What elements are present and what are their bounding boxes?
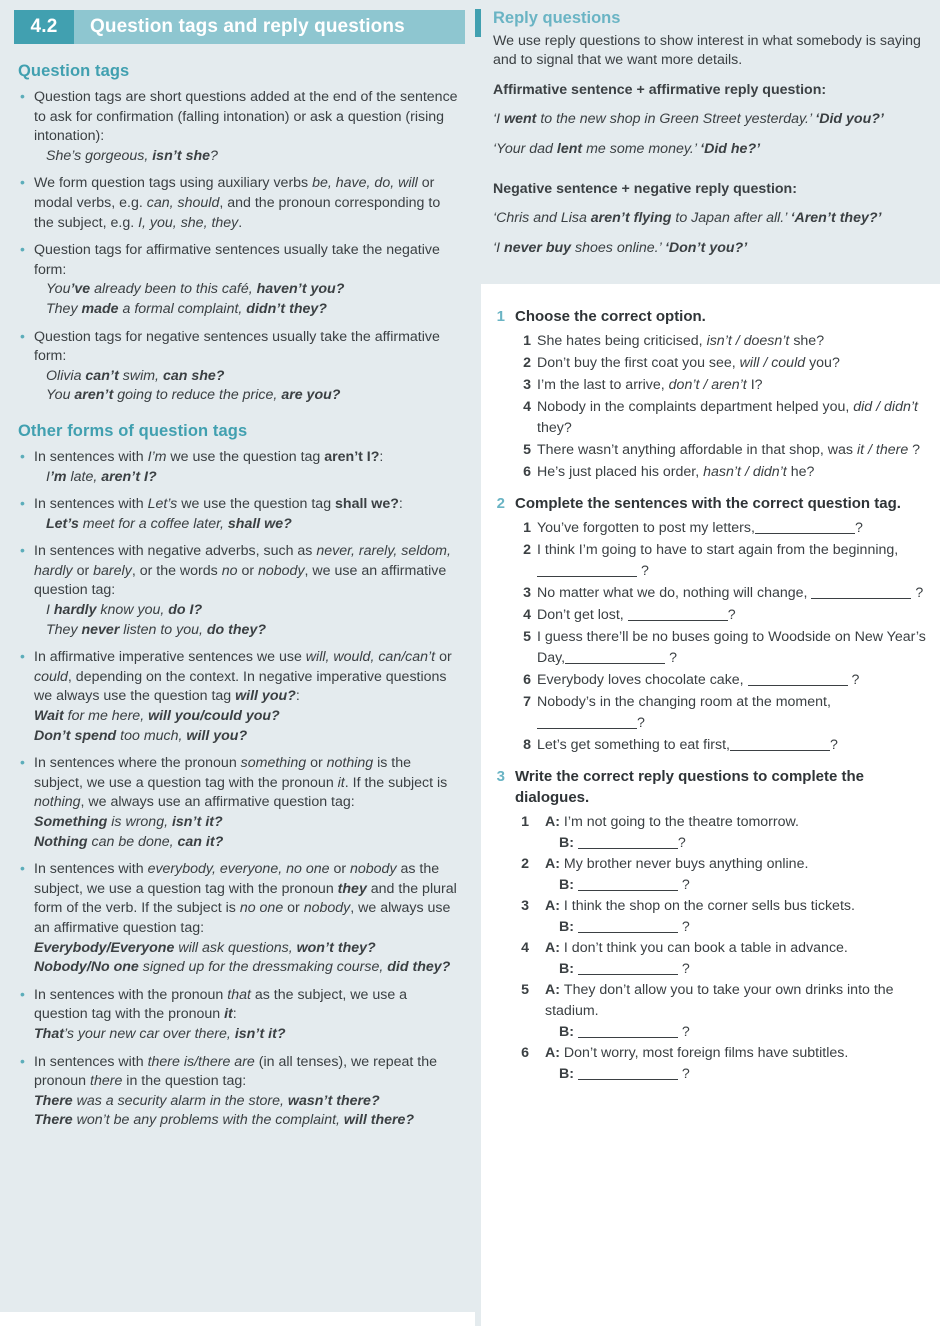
example-line: There won’t be any problems with the complaint, will there? bbox=[34, 1112, 415, 1129]
example-line: Nobody/No one signed up for the dressmaking course, did they? bbox=[34, 959, 451, 976]
list-item bbox=[515, 540, 928, 582]
answer-blank[interactable] bbox=[755, 519, 855, 534]
speaker-label-a: A: bbox=[545, 856, 564, 873]
exercise-2 bbox=[487, 493, 928, 757]
accent-bar bbox=[475, 9, 481, 37]
bullet-item: • In sentences with I’m we use the question tag aren’t I?: I’m late, aren’t I? bbox=[18, 448, 459, 487]
exercise-1 bbox=[487, 306, 928, 484]
example-line: You’ve already been to this café, haven’t you? bbox=[46, 281, 345, 298]
list-item bbox=[515, 583, 928, 604]
item-number: 2 bbox=[523, 355, 531, 372]
section-heading-question-tags: Question tags bbox=[18, 62, 130, 80]
dialogue-text-b-end: ? bbox=[677, 1024, 690, 1041]
item-text-end: he? bbox=[786, 464, 815, 481]
speaker-label-b: B: bbox=[559, 961, 578, 978]
bullet-item: • In sentences where the pronoun something or nothing is the subject, we use a question tag with the pronoun it. If the subject is nothing, we always use an affirmative question tag: Something is wrong, isn’t it? Nothing can be done, can it? bbox=[18, 754, 459, 852]
option-choices[interactable]: did / didn’t bbox=[853, 399, 918, 416]
dialogue-line-a bbox=[545, 938, 928, 959]
example-line: That’s your new car over there, isn’t it? bbox=[34, 1025, 286, 1042]
dialogue-text-b-end: ? bbox=[677, 877, 690, 894]
example-line: Don’t spend too much, will you? bbox=[34, 727, 248, 744]
item-number: 6 bbox=[523, 672, 531, 689]
other-forms-bullet-list bbox=[18, 448, 459, 1131]
dialogue-text-a: I don’t think you can book a table in advance. bbox=[563, 940, 848, 957]
item-number: 4 bbox=[521, 940, 529, 957]
item-number: 2 bbox=[521, 856, 529, 873]
list-item bbox=[515, 854, 928, 896]
option-choices[interactable]: don’t / aren’t bbox=[668, 377, 747, 394]
item-number: 4 bbox=[523, 607, 531, 624]
item-number: 7 bbox=[523, 694, 531, 711]
item-text-end: ? bbox=[908, 442, 921, 459]
dialogue-text-a: They don’t allow you to take your own drinks into the stadium. bbox=[545, 982, 894, 1020]
list-item bbox=[515, 812, 928, 854]
section-heading-other-forms: Other forms of question tags bbox=[18, 421, 248, 440]
speaker-label-b: B: bbox=[559, 919, 578, 936]
item-text-end: ? bbox=[847, 672, 860, 689]
list-item bbox=[515, 397, 928, 439]
list-item bbox=[515, 1043, 928, 1085]
dialogue-line-b bbox=[545, 959, 928, 980]
item-text: Nobody in the complaints department helped you, bbox=[537, 399, 854, 416]
list-item bbox=[515, 518, 928, 539]
list-item bbox=[515, 670, 928, 691]
list-item bbox=[515, 938, 928, 980]
speaker-label-a: A: bbox=[545, 982, 564, 999]
bullet-item bbox=[18, 88, 459, 166]
answer-blank[interactable] bbox=[748, 671, 848, 686]
list-item bbox=[515, 692, 928, 734]
list-item bbox=[515, 896, 928, 938]
affirmative-example-1: ‘I went to the new shop in Green Street yesterday.’ ‘Did you?’ bbox=[493, 111, 884, 128]
answer-blank[interactable] bbox=[578, 834, 678, 849]
item-text: Let’s get something to eat first, bbox=[537, 737, 730, 754]
dialogue-line-a bbox=[545, 854, 928, 875]
item-text: Don’t buy the first coat you see, bbox=[537, 355, 740, 372]
bullet-item: • We form question tags using auxiliary verbs be, have, do, will or modal verbs, e.g. can, should, and the pronoun corresponding to the subject, e.g. I, you, she, they. bbox=[18, 174, 459, 233]
list-item bbox=[515, 605, 928, 626]
bullet-item: • In sentences with Let’s we use the question tag shall we?: Let’s meet for a coffee later, shall we? bbox=[18, 495, 459, 534]
item-text: No matter what we do, nothing will change, bbox=[537, 585, 812, 602]
item-number: 3 bbox=[523, 377, 531, 394]
item-number: 6 bbox=[521, 1045, 529, 1062]
grammar-reference-panel bbox=[0, 0, 475, 1312]
item-number: 8 bbox=[523, 737, 531, 754]
dialogue-text-a: I think the shop on the corner sells bus tickets. bbox=[563, 898, 855, 915]
answer-blank[interactable] bbox=[578, 960, 678, 975]
bullet-item: • In sentences with there is/there are (in all tenses), we repeat the pronoun there in the question tag: There was a security alarm in the store, wasn’t there? There won’t be any problems with the complaint, will there? bbox=[18, 1053, 459, 1131]
example-line: She’s gorgeous, isn’t she? bbox=[46, 147, 218, 164]
option-choices[interactable]: isn’t / doesn’t bbox=[706, 333, 790, 350]
example-line: They never listen to you, do they? bbox=[46, 621, 267, 638]
example-line: You aren’t going to reduce the price, are you? bbox=[46, 387, 341, 404]
example-line: Everybody/Everyone will ask questions, won’t they? bbox=[34, 939, 376, 956]
example-line: Wait for me here, will you/could you? bbox=[34, 708, 280, 725]
reply-questions-heading: Reply questions bbox=[493, 9, 621, 27]
unit-number: 4.2 bbox=[14, 10, 74, 44]
bullet-text: Question tags are short questions added at the end of the sentence to ask for confirmation (falling intonation) or ask a question (rising intonation): bbox=[34, 89, 458, 145]
item-text-end: I? bbox=[746, 377, 763, 394]
speaker-label-b: B: bbox=[559, 1066, 578, 1083]
bullet-item: • In sentences with the pronoun that as the subject, we use a question tag with the pronoun it: That’s your new car over there, isn’t it? bbox=[18, 986, 459, 1045]
dialogue-text-b-end: ? bbox=[677, 835, 686, 852]
exercise-area bbox=[475, 284, 940, 1085]
item-number: 1 bbox=[523, 333, 531, 350]
exercise-instruction: Write the correct reply questions to complete the dialogues. bbox=[515, 768, 864, 807]
question-tags-bullet-list bbox=[18, 88, 459, 406]
exercise-instruction: Complete the sentences with the correct question tag. bbox=[515, 495, 901, 513]
dialogue-line-a bbox=[545, 896, 928, 917]
option-choices[interactable]: will / could bbox=[739, 355, 806, 372]
exercise-number: 1 bbox=[496, 308, 505, 326]
item-text: I guess there’ll be no buses going to Woodside on New Year’s Day, bbox=[537, 629, 926, 667]
bullet-item: • Question tags for negative sentences usually take the affirmative form: Olivia can’t swim, can she? You aren’t going to reduce the price, are you? bbox=[18, 328, 459, 406]
exercises-panel bbox=[475, 0, 940, 1312]
bullet-item: • In sentences with everybody, everyone, no one or nobody as the subject, we use a question tag with the pronoun they and the plural form of the verb. If the subject is no one or nobody, we always use an affirmative question tag: Everybody/Everyone will ask questions, won’t they? Nobody/No one signed up for the dressmaking course, did they? bbox=[18, 860, 459, 978]
exercise-3 bbox=[487, 766, 928, 1085]
negative-label: Negative sentence + negative reply question: bbox=[493, 181, 797, 198]
item-text-end: they? bbox=[537, 420, 572, 437]
answer-blank[interactable] bbox=[537, 562, 637, 577]
grammar-body bbox=[0, 44, 475, 1131]
list-item bbox=[515, 375, 928, 396]
exercise-instruction: Choose the correct option. bbox=[515, 308, 706, 326]
answer-blank[interactable] bbox=[578, 1065, 678, 1080]
example-line: I hardly know you, do I? bbox=[46, 602, 203, 619]
option-choices[interactable]: hasn’t / didn’t bbox=[703, 464, 787, 481]
list-item bbox=[515, 735, 928, 756]
example-line: Nothing can be done, can it? bbox=[34, 833, 224, 850]
exercise-number: 3 bbox=[496, 768, 505, 786]
item-number: 6 bbox=[523, 464, 531, 481]
dialogue-line-b bbox=[545, 1064, 928, 1085]
dialogue-text-a: My brother never buys anything online. bbox=[563, 856, 809, 873]
bullet-item: • Question tags for affirmative sentences usually take the negative form: You’ve already been to this café, haven’t you? They made a formal complaint, didn’t they? bbox=[18, 241, 459, 319]
list-item bbox=[515, 440, 928, 461]
unit-header bbox=[14, 10, 465, 44]
list-item bbox=[515, 331, 928, 352]
exercise-2-items bbox=[515, 518, 928, 756]
item-text: I think I’m going to have to start again from the beginning, bbox=[537, 542, 899, 559]
item-text-end: ? bbox=[665, 650, 677, 667]
answer-blank[interactable] bbox=[578, 918, 678, 933]
item-text: I’m the last to arrive, bbox=[537, 377, 669, 394]
reply-questions-intro: We use reply questions to show interest in what somebody is saying and to signal that we want more details. bbox=[493, 33, 921, 69]
dialogue-line-a bbox=[545, 812, 928, 833]
item-text-end: ? bbox=[727, 607, 736, 624]
item-number: 5 bbox=[521, 982, 529, 999]
list-item bbox=[515, 980, 928, 1043]
dialogue-text-a: Don’t worry, most foreign films have subtitles. bbox=[563, 1045, 849, 1062]
item-number: 5 bbox=[523, 442, 531, 459]
answer-blank[interactable] bbox=[537, 714, 637, 729]
list-item bbox=[515, 353, 928, 374]
item-text-end: ? bbox=[911, 585, 924, 602]
item-text: There wasn’t anything affordable in that shop, was bbox=[537, 442, 857, 459]
list-item bbox=[515, 627, 928, 669]
speaker-label-a: A: bbox=[545, 1045, 564, 1062]
item-text: Nobody’s in the changing room at the moment, bbox=[537, 694, 831, 711]
speaker-label-b: B: bbox=[559, 835, 578, 852]
answer-blank[interactable] bbox=[628, 606, 728, 621]
spacer bbox=[493, 169, 926, 180]
item-text-end: you? bbox=[805, 355, 840, 372]
example-line: Something is wrong, isn’t it? bbox=[34, 814, 223, 830]
affirmative-example-2: ‘Your dad lent me some money.’ ‘Did he?’ bbox=[493, 140, 761, 157]
answer-blank[interactable] bbox=[730, 736, 830, 751]
answer-blank[interactable] bbox=[811, 584, 911, 599]
dialogue-line-b bbox=[545, 833, 928, 854]
option-choices[interactable]: it / there bbox=[856, 442, 909, 459]
item-number: 5 bbox=[523, 629, 531, 646]
item-number: 4 bbox=[523, 399, 531, 416]
reply-questions-box bbox=[475, 0, 940, 284]
bullet-item: • In affirmative imperative sentences we use will, would, can/can’t or could, depending on the context. In negative imperative questions we always use the question tag will you?: Wait for me here, will you/could you? Don’t spend too much, will you? bbox=[18, 648, 459, 746]
dialogue-text-a: I’m not going to the theatre tomorrow. bbox=[563, 814, 799, 831]
speaker-label-a: A: bbox=[545, 940, 564, 957]
item-text: Everybody loves chocolate cake, bbox=[537, 672, 748, 689]
exercise-1-items bbox=[515, 331, 928, 483]
answer-blank[interactable] bbox=[565, 649, 665, 664]
item-number: 3 bbox=[521, 898, 529, 915]
bullet-item: • In sentences with negative adverbs, such as never, rarely, seldom, hardly or barely, or the words no or nobody, we use an affirmative question tag: I hardly know you, do I? They never listen to you, do they? bbox=[18, 542, 459, 640]
dialogue-text-b-end: ? bbox=[677, 1066, 690, 1083]
example-line: Let’s meet for a coffee later, shall we? bbox=[46, 515, 292, 532]
item-number: 3 bbox=[523, 585, 531, 602]
affirmative-label: Affirmative sentence + affirmative reply question: bbox=[493, 81, 827, 98]
item-text-end: ? bbox=[829, 737, 838, 754]
exercise-number: 2 bbox=[496, 495, 505, 513]
dialogue-text-b-end: ? bbox=[677, 919, 690, 936]
exercise-3-items bbox=[515, 812, 928, 1085]
negative-example-2: ‘I never buy shoes online.’ ‘Don’t you?’ bbox=[493, 239, 748, 256]
item-text-end: ? bbox=[854, 520, 863, 537]
item-number: 2 bbox=[523, 542, 531, 559]
speaker-label-b: B: bbox=[559, 1024, 578, 1041]
item-text-end: ? bbox=[637, 715, 645, 732]
item-text: He’s just placed his order, bbox=[537, 464, 704, 481]
item-text-end: ? bbox=[637, 563, 649, 580]
dialogue-line-a bbox=[545, 980, 928, 1022]
example-line: They made a formal complaint, didn’t they? bbox=[46, 300, 327, 317]
dialogue-line-a bbox=[545, 1043, 928, 1064]
item-number: 1 bbox=[521, 814, 529, 831]
example-line: Olivia can’t swim, can she? bbox=[46, 367, 225, 384]
dialogue-line-b bbox=[545, 917, 928, 938]
answer-blank[interactable] bbox=[578, 1023, 678, 1038]
speaker-label-a: A: bbox=[545, 898, 564, 915]
dialogue-line-b bbox=[545, 875, 928, 896]
negative-example-1: ‘Chris and Lisa aren’t flying to Japan after all.’ ‘Aren’t they?’ bbox=[493, 210, 882, 227]
speaker-label-b: B: bbox=[559, 877, 578, 894]
answer-blank[interactable] bbox=[578, 876, 678, 891]
item-text: You’ve forgotten to post my letters, bbox=[537, 520, 755, 537]
example-line: I’m late, aren’t I? bbox=[46, 468, 157, 485]
example-line: There was a security alarm in the store, wasn’t there? bbox=[34, 1092, 380, 1109]
item-text: Don’t get lost, bbox=[537, 607, 628, 624]
list-item bbox=[515, 462, 928, 483]
unit-title: Question tags and reply questions bbox=[90, 16, 405, 37]
item-text: She hates being criticised, bbox=[537, 333, 707, 350]
dialogue-line-b bbox=[545, 1022, 928, 1043]
item-number: 1 bbox=[523, 520, 531, 537]
item-text-end: she? bbox=[789, 333, 825, 350]
speaker-label-a: A: bbox=[545, 814, 564, 831]
dialogue-text-b-end: ? bbox=[677, 961, 690, 978]
